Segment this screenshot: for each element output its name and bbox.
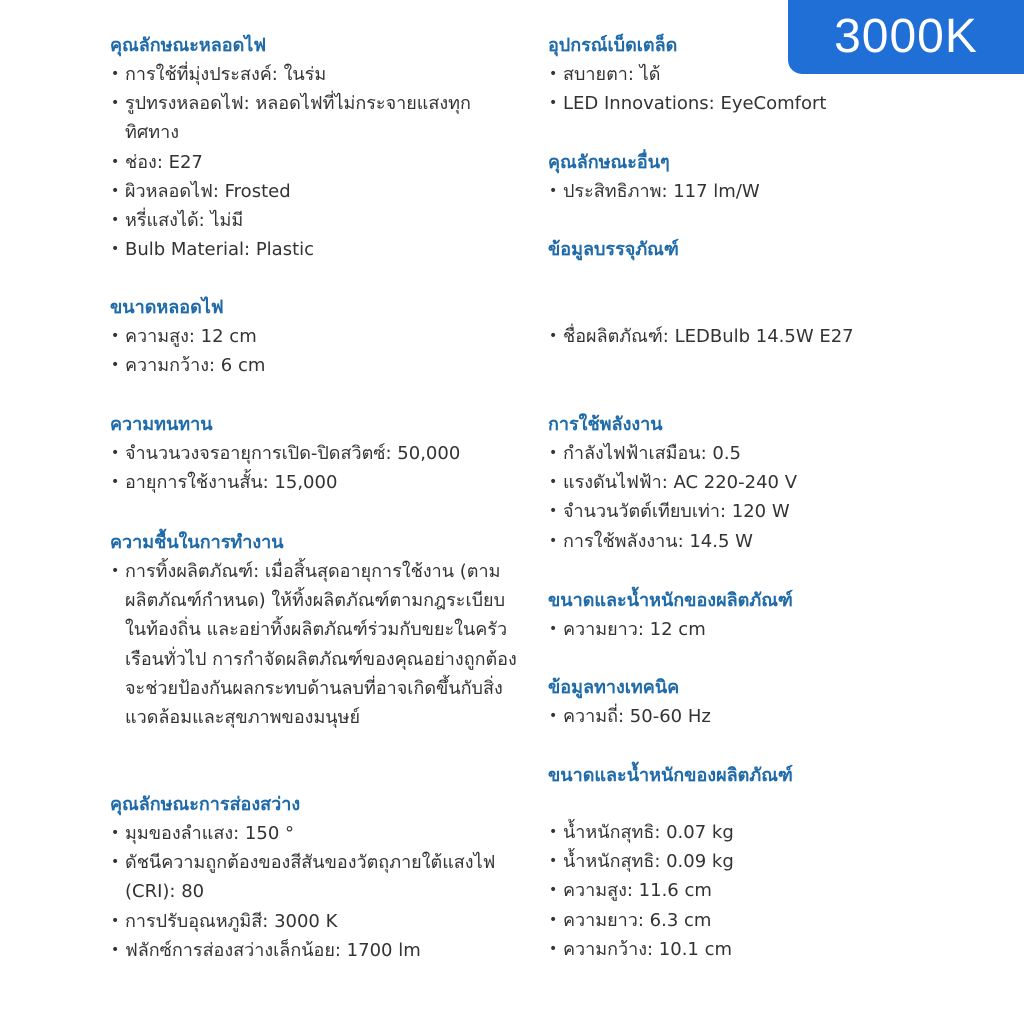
spec-list xyxy=(110,60,530,264)
spec-section-bulb-dimensions xyxy=(110,293,530,380)
spec-list xyxy=(110,819,530,965)
spec-section-lighting-characteristics xyxy=(110,790,530,965)
spec-item: • มุมของลำแสง: 150 ° xyxy=(110,819,530,848)
spec-list xyxy=(548,818,878,964)
spec-item: • ดัชนีความถูกต้องของสีสันของวัตถุภายใต้แสงไฟ (CRI): 80 xyxy=(110,848,510,906)
spec-item: • ความกว้าง: 10.1 cm xyxy=(548,935,878,964)
spec-section-technical-data xyxy=(548,673,878,731)
spec-item: • ชื่อผลิตภัณฑ์: LEDBulb 14.5W E27 xyxy=(548,322,878,351)
section-heading: ขนาดและน้ำหนักของผลิตภัณฑ์ xyxy=(548,590,793,611)
color-temperature-badge: 3000K xyxy=(788,0,1024,74)
spec-item: • ช่อง: E27 xyxy=(110,148,530,177)
spec-item: • หรี่แสงได้: ไม่มี xyxy=(110,206,530,235)
spec-section-product-size-weight-2 xyxy=(548,761,878,790)
spec-section-durability xyxy=(110,410,530,497)
spec-item: • จำนวนวัตต์เทียบเท่า: 120 W xyxy=(548,497,878,526)
spec-item: • ความถี่: 50-60 Hz xyxy=(548,702,878,731)
spec-item: • รูปทรงหลอดไฟ: หลอดไฟที่ไม่กระจายแสงทุกทิศทาง xyxy=(110,89,510,147)
spec-item: • ความยาว: 12 cm xyxy=(548,615,878,644)
spec-item: • ความยาว: 6.3 cm xyxy=(548,906,878,935)
spec-section-product-size-weight xyxy=(548,586,878,644)
spec-list xyxy=(548,177,878,206)
spec-list xyxy=(548,439,878,556)
spec-section-power-consumption xyxy=(548,410,878,556)
spec-item: • จำนวนวงจรอายุการเปิด-ปิดสวิตซ์: 50,000 xyxy=(110,439,530,468)
section-heading: คุณลักษณะอื่นๆ xyxy=(548,152,670,173)
spec-item: • การใช้ที่มุ่งประสงค์: ในร่ม xyxy=(110,60,530,89)
spec-item: • กำลังไฟฟ้าเสมือน: 0.5 xyxy=(548,439,878,468)
spec-list xyxy=(548,60,878,118)
spec-section-packaging-items xyxy=(548,322,878,351)
spec-item: • Bulb Material: Plastic xyxy=(110,235,530,264)
spec-list xyxy=(548,702,878,731)
spec-list xyxy=(548,322,878,351)
spec-item: • ความสูง: 12 cm xyxy=(110,322,530,351)
spec-section-other-characteristics xyxy=(548,148,878,206)
spec-item: • แรงดันไฟฟ้า: AC 220-240 V xyxy=(548,468,878,497)
spec-item: • น้ำหนักสุทธิ: 0.09 kg xyxy=(548,847,878,876)
section-heading: ขนาดหลอดไฟ xyxy=(110,297,224,318)
spec-section-miscellaneous xyxy=(548,31,878,118)
spec-item: • ประสิทธิภาพ: 117 lm/W xyxy=(548,177,878,206)
spec-section-bulb-characteristics xyxy=(110,31,530,264)
spec-item: • การใช้พลังงาน: 14.5 W xyxy=(548,527,878,556)
spec-list xyxy=(110,557,530,732)
spec-item: • อายุการใช้งานสั้น: 15,000 xyxy=(110,468,530,497)
section-heading: ขนาดและน้ำหนักของผลิตภัณฑ์ xyxy=(548,765,793,786)
spec-item: • ความสูง: 11.6 cm xyxy=(548,876,878,905)
spec-item: • ผิวหลอดไฟ: Frosted xyxy=(110,177,530,206)
section-heading: คุณลักษณะหลอดไฟ xyxy=(110,35,267,56)
spec-item: • สบายตา: ได้ xyxy=(548,60,878,89)
spec-section-packaging-data xyxy=(548,235,878,264)
section-heading: ข้อมูลทางเทคนิค xyxy=(548,677,680,698)
section-heading: ความทนทาน xyxy=(110,414,213,435)
section-heading: ข้อมูลบรรจุภัณฑ์ xyxy=(548,239,679,260)
spec-item: • LED Innovations: EyeComfort xyxy=(548,89,878,118)
section-heading: ความชื้นในการทำงาน xyxy=(110,532,284,553)
spec-item: • ฟลักซ์การส่องสว่างเล็กน้อย: 1700 lm xyxy=(110,936,530,965)
section-heading: อุปกรณ์เบ็ดเตล็ด xyxy=(548,35,678,56)
section-heading: การใช้พลังงาน xyxy=(548,414,663,435)
spec-list xyxy=(548,615,878,644)
spec-list xyxy=(110,439,530,497)
spec-section-operating-humidity xyxy=(110,528,530,732)
spec-item: • ความกว้าง: 6 cm xyxy=(110,351,530,380)
spec-item: • การปรับอุณหภูมิสี: 3000 K xyxy=(110,907,530,936)
spec-item: • การทิ้งผลิตภัณฑ์: เมื่อสิ้นสุดอายุการใช้งาน (ตามผลิตภัณฑ์กำหนด) ให้ทิ้งผลิตภัณฑ์ตามกฎระเบียบในท้องถิ่น และอย่าทิ้งผลิตภัณฑ์ร่วมกับขยะในครัวเรือนทั่วไป การกำจัดผลิตภัณฑ์ของคุณอย่างถูกต้องจะช่วยป้องกันผลกระทบด้านลบที่อาจเกิดขึ้นกับสิ่งแวดล้อมและสุขภาพของมนุษย์ xyxy=(110,557,525,732)
section-heading: คุณลักษณะการส่องสว่าง xyxy=(110,794,301,815)
spec-list xyxy=(110,322,530,380)
spec-section-product-size-weight-items xyxy=(548,818,878,964)
spec-item: • น้ำหนักสุทธิ: 0.07 kg xyxy=(548,818,878,847)
